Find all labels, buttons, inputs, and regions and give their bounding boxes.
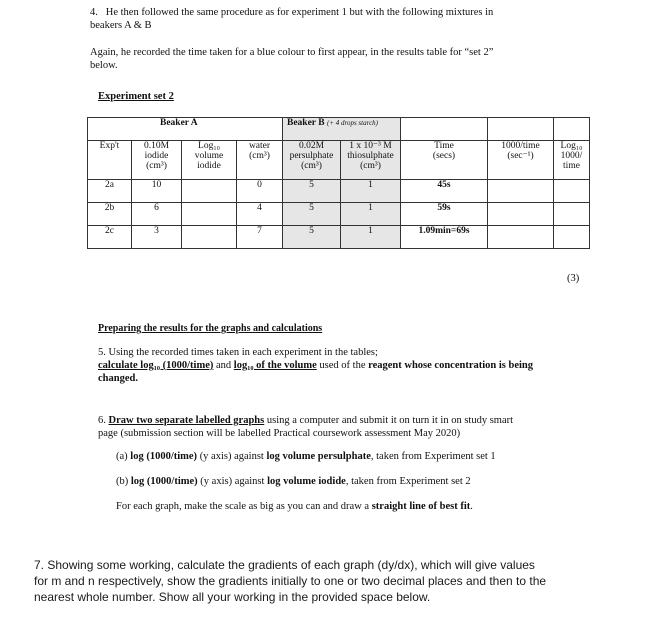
q5-logvol: log₁₀ of the volume bbox=[233, 360, 317, 371]
log-rate-cell[interactable] bbox=[554, 203, 590, 226]
intro-paragraph bbox=[90, 6, 610, 32]
intro-line-1: He then followed the same procedure as for experiment 1 but with the following mixtures in bbox=[105, 7, 494, 18]
q6-part-b bbox=[116, 475, 616, 488]
q7-line-3: nearest whole number. Show all your working in the provided space below. bbox=[34, 590, 431, 604]
time-cell: 45s bbox=[401, 180, 488, 203]
log-volume-header-line-1: Log₁₀ bbox=[198, 141, 220, 151]
intro-line-2: beakers A & B bbox=[90, 20, 152, 31]
rate-column-header bbox=[488, 141, 554, 180]
log-volume-header-line-3: iodide bbox=[197, 161, 221, 171]
iodide-header-line-1: 0.10M bbox=[143, 141, 170, 151]
thiosulphate-header-line-1: 1 x 10⁻³ M bbox=[349, 141, 392, 151]
log-rate-column-header bbox=[554, 141, 590, 180]
log-volume-column-header bbox=[182, 141, 237, 180]
persulphate-cell: 5 bbox=[283, 203, 341, 226]
q5-calc: calculate log₁₀ (1000/time) bbox=[98, 360, 214, 371]
log-rate-header-line-2: 1000/ bbox=[560, 151, 583, 161]
iodide-header-line-2: iodide bbox=[144, 151, 169, 161]
q6a-log: log (1000/time) bbox=[130, 451, 198, 462]
water-header-line-2: (cm³) bbox=[249, 151, 270, 161]
q6a-end: , taken from Experiment set 1 bbox=[370, 451, 496, 462]
q6b-prefix: (b) bbox=[116, 476, 131, 487]
q6a-prefix: (a) bbox=[116, 451, 131, 462]
rate-cell[interactable] bbox=[488, 203, 554, 226]
q6-each-text: For each graph, make the scale as big as you can and draw a bbox=[116, 501, 372, 512]
thiosulphate-column-header bbox=[341, 141, 401, 180]
q6-each-graph bbox=[116, 500, 616, 513]
beaker-a-label: Beaker A bbox=[160, 118, 198, 128]
q6a-mid: (y axis) against bbox=[197, 451, 267, 462]
rate-cell[interactable] bbox=[488, 226, 554, 249]
table-group-header-row bbox=[88, 118, 590, 141]
time-header-line-2: (secs) bbox=[432, 151, 456, 161]
q6b-log: log (1000/time) bbox=[130, 476, 198, 487]
log-volume-cell[interactable] bbox=[182, 180, 237, 203]
q7-line-2: for m and n respectively, show the gradients initially to one or two decimal places and then to the bbox=[34, 574, 547, 588]
q6-line-2: page (submission section will be labelled Practical coursework assessment May 2020) bbox=[98, 428, 461, 439]
water-cell: 7 bbox=[237, 226, 283, 249]
q7-line-1: 7. Showing some working, calculate the gradients of each graph (dy/dx), which will give values bbox=[34, 558, 535, 572]
q6b-mid: (y axis) against bbox=[197, 476, 268, 487]
iodide-cell: 6 bbox=[132, 203, 182, 226]
exp-cell: 2a bbox=[88, 180, 132, 203]
persulphate-header-line-2: persulphate bbox=[289, 151, 334, 161]
beaker-a-header bbox=[88, 118, 283, 141]
water-cell: 0 bbox=[237, 180, 283, 203]
exp-cell: 2c bbox=[88, 226, 132, 249]
log-volume-cell[interactable] bbox=[182, 226, 237, 249]
time-cell: 59s bbox=[401, 203, 488, 226]
q6b-volume: log volume iodide bbox=[267, 476, 346, 487]
q6b-end: , taken from Experiment set 2 bbox=[345, 476, 471, 487]
beaker-b-header bbox=[283, 118, 401, 141]
empty-header-cell bbox=[401, 118, 488, 141]
persulphate-column-header bbox=[283, 141, 341, 180]
table-row bbox=[88, 203, 590, 226]
q6-part-a bbox=[116, 450, 616, 463]
time-column-header bbox=[401, 141, 488, 180]
rate-header-line-1: 1000/time bbox=[501, 141, 540, 151]
thiosulphate-header-line-2: thiosulphate bbox=[347, 151, 394, 161]
log-volume-header-line-2: volume bbox=[194, 151, 224, 161]
persulphate-header-line-1: 0.02M bbox=[298, 141, 325, 151]
thiosulphate-cell: 1 bbox=[341, 180, 401, 203]
iodide-cell: 10 bbox=[132, 180, 182, 203]
q5-lead: 5. Using the recorded times taken in each experiment in the tables; bbox=[98, 347, 378, 358]
log-rate-header-line-3: time bbox=[563, 161, 580, 171]
thiosulphate-cell: 1 bbox=[341, 226, 401, 249]
table-row bbox=[88, 180, 590, 203]
q6-draw: Draw two separate labelled graphs bbox=[108, 415, 265, 426]
exp-column-header bbox=[88, 141, 132, 180]
exp-cell: 2b bbox=[88, 203, 132, 226]
log-rate-header-line-1: Log₁₀ bbox=[560, 141, 583, 151]
q5-changed: changed. bbox=[98, 373, 138, 384]
q6a-volume: log volume persulphate bbox=[266, 451, 371, 462]
table-row bbox=[88, 226, 590, 249]
results-table bbox=[87, 117, 590, 249]
time-header-line-1: Time bbox=[434, 141, 454, 151]
persulphate-header-line-3: (cm³) bbox=[301, 161, 322, 171]
thiosulphate-cell: 1 bbox=[341, 203, 401, 226]
experiment-heading: Experiment set 2 bbox=[98, 91, 174, 102]
again-line-1: Again, he recorded the time taken for a blue colour to first appear, in the results table for “set 2” bbox=[90, 47, 494, 58]
water-header-line-1: water bbox=[248, 141, 271, 151]
again-line-2: below. bbox=[90, 60, 118, 71]
iodide-cell: 3 bbox=[132, 226, 182, 249]
exp-header-text: Exp't bbox=[99, 141, 120, 151]
question-7 bbox=[34, 557, 634, 605]
iodide-header-line-3: (cm³) bbox=[146, 161, 167, 171]
empty-header-cell bbox=[488, 118, 554, 141]
iodide-column-header bbox=[132, 141, 182, 180]
persulphate-cell: 5 bbox=[283, 226, 341, 249]
log-rate-cell[interactable] bbox=[554, 180, 590, 203]
q6-number: 6. bbox=[98, 415, 109, 426]
question-6 bbox=[98, 414, 618, 440]
q5-and: and bbox=[213, 360, 234, 371]
marks-label: (3) bbox=[567, 273, 580, 284]
water-cell: 4 bbox=[237, 203, 283, 226]
preparing-heading: Preparing the results for the graphs and calculations bbox=[98, 323, 323, 334]
question-5 bbox=[98, 346, 618, 385]
rate-header-line-2: (sec⁻¹) bbox=[507, 151, 534, 161]
log-rate-cell[interactable] bbox=[554, 226, 590, 249]
beaker-b-note: (+ 4 drops starch) bbox=[326, 119, 379, 127]
intro-number: 4. bbox=[90, 7, 98, 18]
q5-used: used of the bbox=[316, 360, 369, 371]
time-cell: 1.09min=69s bbox=[401, 226, 488, 249]
log-volume-cell[interactable] bbox=[182, 203, 237, 226]
thiosulphate-header-line-3: (cm³) bbox=[360, 161, 381, 171]
table-header-row bbox=[88, 141, 590, 180]
water-column-header bbox=[237, 141, 283, 180]
q6-each-end: . bbox=[470, 501, 473, 512]
persulphate-cell: 5 bbox=[283, 180, 341, 203]
q5-reagent: reagent whose concentration is being bbox=[368, 360, 533, 371]
q6-rest-1: using a computer and submit it on turn it in on study smart bbox=[264, 415, 514, 426]
beaker-b-label: Beaker B bbox=[287, 118, 325, 128]
q6-each-bold: straight line of best fit bbox=[371, 501, 471, 512]
rate-cell[interactable] bbox=[488, 180, 554, 203]
again-paragraph bbox=[90, 46, 610, 72]
empty-header-cell bbox=[554, 118, 590, 141]
